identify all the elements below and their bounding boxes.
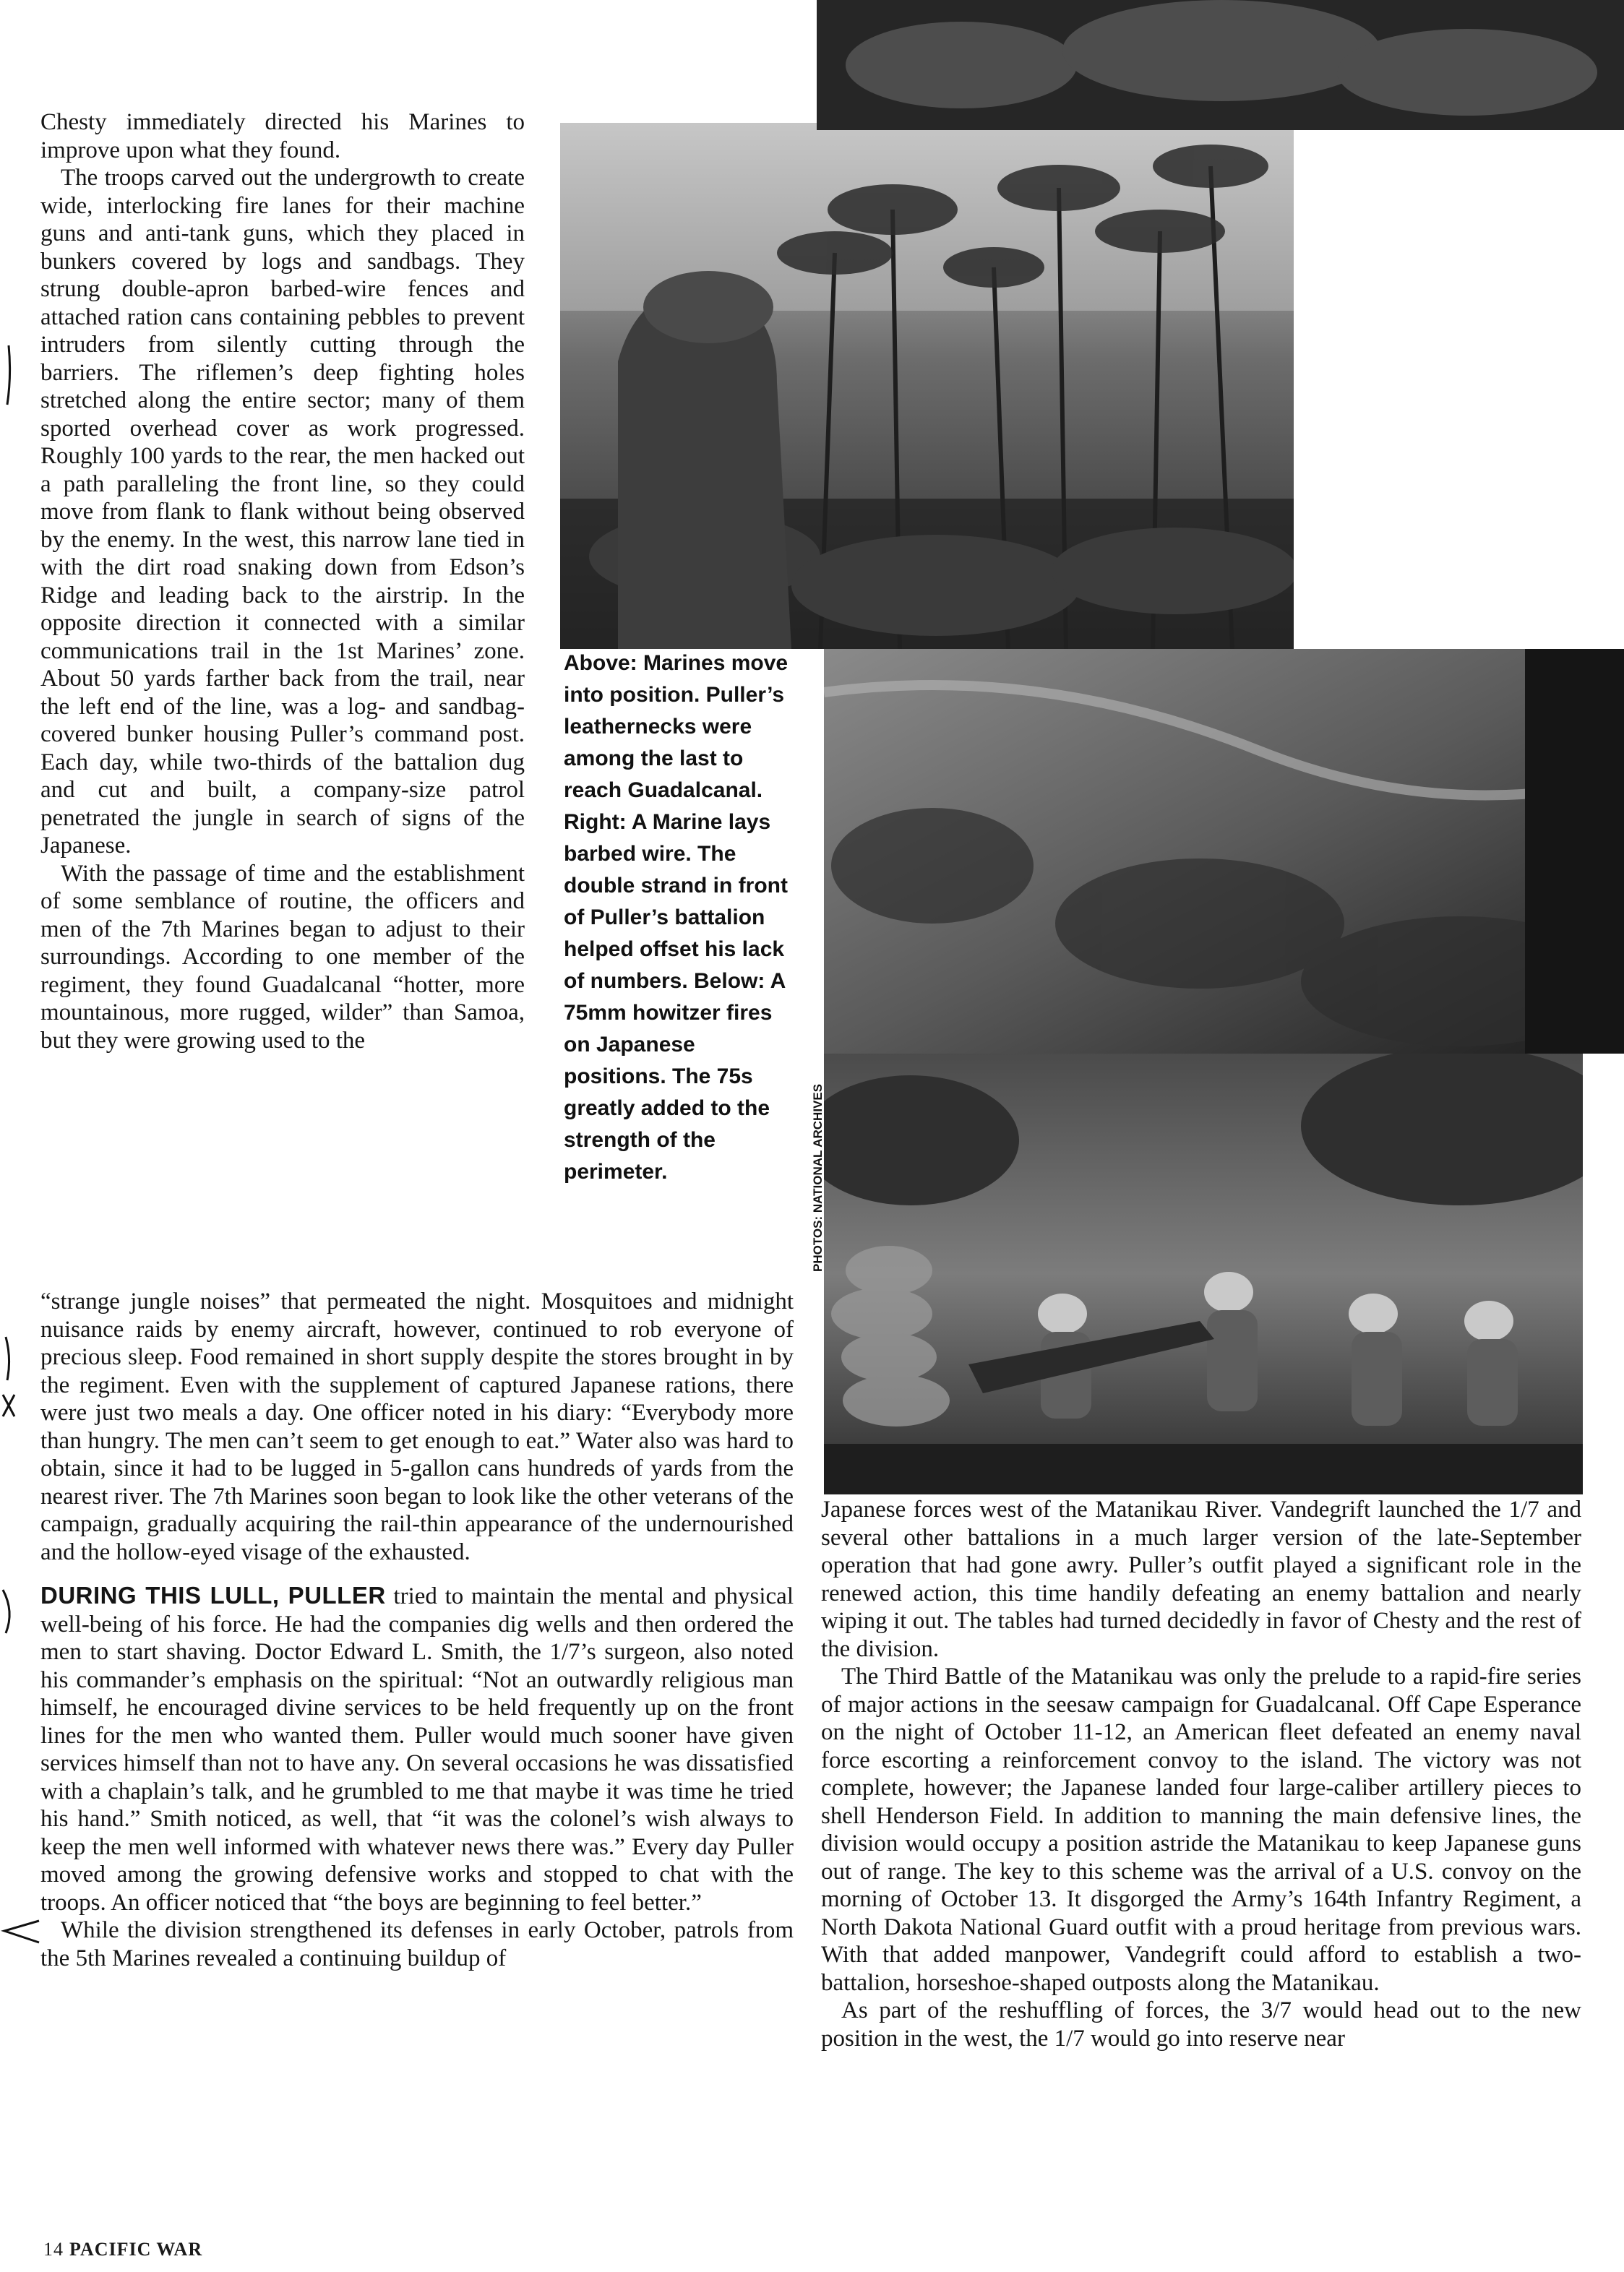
column-wide — [40, 1288, 794, 1972]
paragraph: With the passage of time and the establishment of some semblance of routine, the officers and men of the 7th Marines began to adjust to their surroundings. According to one member of the regiment, they found Guadalcanal “hotter, more mountainous, more rugged, wilder” than Samoa, but they were growing used to the — [40, 860, 525, 1054]
column-right — [821, 1496, 1581, 2052]
paragraph: The troops carved out the undergrowth to create wide, interlocking fire lanes for their machine guns and anti-tank guns, which they placed in bunkers covered by logs and sandbags. They strung double-apron barbed-wire fences and attached ration cans containing pebbles to prevent intruders from silently cutting through the barriers. The riflemen’s deep fighting holes stretched along the entire sector; many of them sported overhead cover as work progressed. Roughly 100 yards to the rear, the men hacked out a path paralleling the front line, so they could move from flank to flank without being observed by the enemy. In the west, this narrow lane tied in with the dirt road snaking down from Edson’s Ridge and leading back to the airstrip. In the opposite direction it connected with a similar communications trail in the 1st Marines’ zone. About 50 yards farther back from the trail, near the left end of the line, was a log- and sandbag-covered bunker housing Puller’s command post. Each day, while two-thirds of the battalion dug and cut and built, a company-size patrol penetrated the jungle in search of signs of the Japanese. — [40, 165, 525, 859]
paragraph: Chesty immediately directed his Marines to improve upon what they found. — [40, 109, 525, 163]
photo-marines-jungle — [560, 123, 1294, 649]
paragraph: As part of the reshuffling of forces, the 3/7 would head out to the new position in the west, the 1/7 would go into reserve near — [821, 1997, 1581, 2052]
paragraph: “strange jungle noises” that permeated the night. Mosquitoes and midnight nuisance raids by enemy aircraft, however, continued to rob everyone of precious sleep. Food remained in short supply despite the stores brought in by the regiment. Even with the supplement of captured Japanese rations, there were just two meals a day. One officer noted in his diary: “Everybody more than hungry. The men can’t seem to get enough to eat.” Water also was hard to obtain, since it had to be lugged in 5-gallon cans hundreds of yards from the nearest river. The 7th Marines soon began to look like the other veterans of the campaign, gradually acquiring the rail-thin appearance of the undernourished and the hollow-eyed visage of the exhausted. — [40, 1288, 794, 1565]
page-number: 14 — [43, 2239, 64, 2260]
folio — [43, 2239, 202, 2260]
photo-howitzer — [824, 1054, 1583, 1494]
magazine-title: PACIFIC WAR — [69, 2239, 203, 2260]
photo-barbed-wire — [824, 649, 1624, 1054]
photo-forest-canopy — [817, 0, 1624, 130]
paragraph-lead — [40, 1582, 794, 1916]
paragraph: The Third Battle of the Matanikau was only the prelude to a rapid-fire series of major actions in the seesaw campaign for Guadalcanal. Off Cape Esperance on the night of October 11-12, an American fleet defeated an enemy naval force escorting a reinforcement convoy to the island. The victory was not complete, however; the Japanese landed four large-caliber artillery pieces to shell Henderson Field. In addition to manning the main defensive lines, the division would occupy a position astride the Matanikau to keep Japanese guns out of range. The key to this scheme was the arrival of a U.S. convoy on the morning of October 13. It disgorged the Army’s 164th Infantry Regiment, a North Dakota National Guard outfit with a proud heritage from previous wars. With that added manpower, Vandegrift could afford to establish a two-battalion, horseshoe-shaped outposts along the Matanikau. — [821, 1664, 1581, 1996]
photo-caption: Above: Marines move into position. Puller’s leathernecks were among the last to reach Guadalcanal. Right: A Marine lays barbed wire. The double strand in front of Puller’s battalion helped offset his lack of numbers. Below: A 75mm howitzer fires on Japanese positions. The 75s greatly added to the strength of the perimeter. — [564, 651, 789, 1184]
column-left — [40, 108, 525, 1054]
paragraph: Japanese forces west of the Matanikau River. Vandegrift launched the 1/7 and several other battalions in a much larger version of the late-September operation that had gone awry. Puller’s outfit played a significant role in the renewed action, this time handily defeating an enemy battalion and nearly wiping it out. The tables had turned decidedly in favor of Chesty and the rest of the division. — [821, 1497, 1581, 1662]
lead-in: DURING THIS LULL, PULLER — [40, 1582, 386, 1609]
paragraph: While the division strengthened its defenses in early October, patrols from the 5th Marines revealed a continuing buildup of — [40, 1917, 794, 1971]
photo-credit: PHOTOS: NATIONAL ARCHIVES — [811, 1083, 825, 1272]
paragraph-text: tried to maintain the mental and physical well-being of his force. He had the companies dig wells and then ordered the men to start shaving. Doctor Edward L. Smith, the 1/7’s surgeon, also noted his commander’s emphasis on the spiritual: “Not an outwardly religious man himself, he encouraged divine services to be held frequently up on the front lines for the men who wanted them. Puller would much sooner have given services himself than not to have any. On several occasions he was dissatisfied with a chaplain’s talk, and he grumbled to me that maybe it was time he tried his hand.” Smith noticed, as well, that “it was the colonel’s wish always to keep the men well informed with whatever news there was.” Every day Puller moved among the growing defensive works and stopped to chat with the troops. An officer noticed that “the boys are beginning to feel better.” — [40, 1583, 794, 1916]
